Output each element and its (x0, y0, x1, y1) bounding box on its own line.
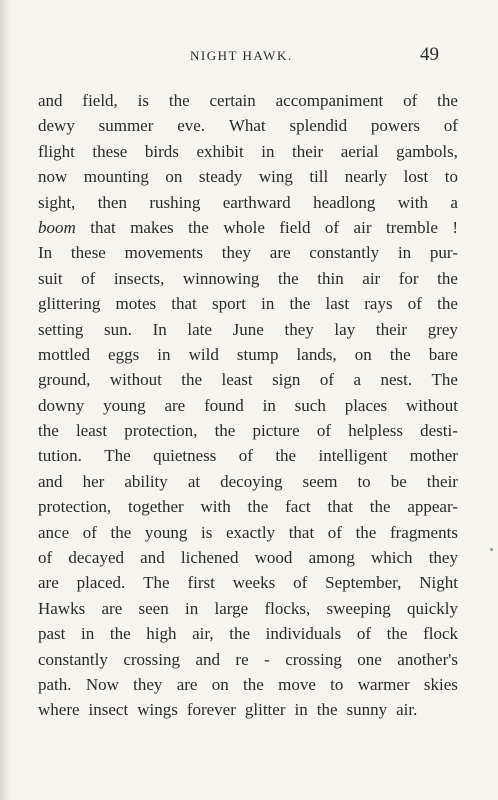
word: places (344, 395, 388, 415)
word: fragments (389, 522, 458, 542)
word: that (327, 497, 353, 517)
word: of (316, 421, 332, 441)
word: and (38, 91, 63, 110)
text-line (38, 393, 458, 418)
word: field (279, 217, 311, 237)
word: desti- (420, 421, 458, 441)
word: and (195, 649, 220, 669)
word: without (109, 370, 162, 390)
word: September, (325, 573, 402, 593)
text-line (38, 418, 458, 443)
word: sunny (346, 700, 388, 720)
word: of (238, 446, 253, 466)
word: where (38, 700, 80, 720)
word: ! (452, 217, 458, 237)
word: of (443, 116, 458, 136)
word: splendid (289, 116, 348, 136)
word: air. (396, 700, 418, 720)
word: ability (124, 471, 168, 491)
word: tution. (38, 446, 82, 466)
word: flock (423, 624, 458, 644)
body-text (38, 88, 458, 723)
word: fact (285, 497, 311, 517)
word: flight (38, 141, 75, 161)
text-line (38, 520, 458, 545)
text-line (38, 494, 458, 519)
word: placed. (76, 573, 126, 593)
word: sun. (104, 319, 132, 339)
text-line (38, 621, 458, 646)
word: in (261, 294, 275, 314)
word: large (214, 598, 249, 618)
word: aerial (340, 141, 379, 161)
word: lay (334, 319, 356, 339)
word: the (437, 91, 458, 110)
word: certain (209, 91, 256, 110)
word: helpless (348, 421, 403, 441)
word: that (171, 294, 197, 314)
word: constantly (38, 649, 108, 669)
text-line (38, 215, 458, 240)
word: re (235, 649, 249, 669)
word: young (103, 395, 146, 415)
word: are (101, 598, 123, 618)
word: is (201, 522, 213, 542)
word: nearly (344, 167, 388, 187)
word: they (133, 674, 163, 694)
word: of (38, 548, 53, 568)
word: eve. (177, 116, 206, 136)
word: these (70, 243, 106, 263)
word: least (75, 421, 108, 441)
word: in (157, 344, 171, 364)
word: path. (38, 674, 72, 694)
word: In (152, 319, 167, 339)
word: the (316, 700, 338, 720)
word: in (185, 598, 199, 618)
word: of (324, 217, 340, 237)
text-line (38, 469, 458, 494)
word: till (309, 167, 329, 187)
word: their (375, 319, 408, 339)
word: of (403, 91, 418, 110)
word: wild (188, 344, 219, 364)
word: of (81, 268, 96, 288)
word: sport (211, 294, 246, 314)
word: the (369, 497, 391, 517)
word: crossing (123, 649, 180, 669)
word: past (38, 624, 66, 644)
word: rays (364, 294, 393, 314)
word: the (437, 268, 458, 288)
word: insect (88, 700, 129, 720)
word: without (406, 395, 458, 415)
word: eggs (108, 344, 140, 364)
word: in (262, 395, 276, 415)
word: of (319, 370, 335, 390)
word: found (204, 395, 244, 415)
word: - (264, 649, 270, 669)
word: at (187, 471, 201, 491)
word: exactly (225, 522, 276, 542)
text-line (38, 697, 458, 722)
word: winnowing (182, 268, 260, 288)
word: June (232, 319, 264, 339)
word: on (211, 674, 229, 694)
word: earthward (222, 192, 291, 212)
word: together (127, 497, 184, 517)
word: air (362, 268, 381, 288)
word: birds (144, 141, 179, 161)
word: protection, (124, 421, 198, 441)
word: mottled (38, 344, 90, 364)
word: the (386, 624, 408, 644)
text-line (38, 647, 458, 672)
word: to (330, 674, 344, 694)
word: the (38, 421, 59, 441)
word: on (354, 344, 372, 364)
word: suit (38, 268, 63, 288)
text-line (38, 443, 458, 468)
word: flocks, (264, 598, 311, 618)
text-line (38, 88, 458, 113)
word: now (38, 167, 68, 187)
word: field, (82, 91, 118, 110)
word: which (371, 548, 413, 568)
word: ance (38, 522, 70, 542)
word: Now (85, 674, 119, 694)
word: lost (403, 167, 429, 187)
word: the (181, 370, 203, 390)
word: young (144, 522, 188, 542)
word: then (97, 192, 127, 212)
word: quickly (406, 598, 458, 618)
word: Hawks (38, 598, 86, 618)
gutter-shadow (0, 0, 10, 800)
word: forever (186, 700, 236, 720)
word: wood (254, 548, 293, 568)
word: the (110, 522, 132, 542)
word: the (289, 294, 311, 314)
text-line (38, 545, 458, 570)
word: with (200, 497, 231, 517)
word: ground, (38, 370, 91, 390)
word: downy (38, 395, 85, 415)
word: on (165, 167, 183, 187)
word: crossing (285, 649, 342, 669)
word: skies (423, 674, 458, 694)
word: stump (236, 344, 279, 364)
word: they (428, 548, 458, 568)
word: lands, (296, 344, 337, 364)
text-line (38, 164, 458, 189)
word: insects, (113, 268, 165, 288)
word: with (397, 192, 428, 212)
word: lichened (180, 548, 239, 568)
word: intelligent (318, 446, 388, 466)
word: decoying (220, 471, 283, 491)
text-line (38, 367, 458, 392)
word: air, (192, 624, 214, 644)
running-head: NIGHT HAWK. (190, 48, 293, 63)
word: the (214, 421, 236, 441)
word: be (390, 471, 407, 491)
word: of (356, 624, 372, 644)
word: sweeping (326, 598, 391, 618)
word: high (146, 624, 177, 644)
text-line (38, 596, 458, 621)
text-line (38, 113, 458, 138)
word: a (450, 192, 458, 212)
word: the (247, 497, 269, 517)
word: are (176, 674, 198, 694)
word: that (90, 217, 116, 237)
word: in (261, 141, 275, 161)
word: The (104, 446, 131, 466)
word: setting (38, 319, 84, 339)
word: first (187, 573, 215, 593)
word: thin (317, 268, 344, 288)
word: and (38, 471, 63, 491)
word: seen (138, 598, 169, 618)
word: nest. (380, 370, 413, 390)
word: of (327, 522, 342, 542)
text-line (38, 317, 458, 342)
word: mother (409, 446, 458, 466)
word: a (353, 370, 361, 390)
word: movements (124, 243, 203, 263)
word: grey (427, 319, 458, 339)
word: the (168, 91, 190, 110)
word: boom (38, 217, 76, 237)
word: The (143, 573, 170, 593)
word: individuals (265, 624, 342, 644)
text-line (38, 266, 458, 291)
word: move (278, 674, 316, 694)
word: such (294, 395, 326, 415)
word: the (355, 522, 377, 542)
text-line (38, 291, 458, 316)
word: the (188, 217, 209, 237)
word: are (164, 395, 186, 415)
word: whole (223, 217, 265, 237)
word: makes (130, 217, 174, 237)
paper-speck (490, 548, 493, 551)
word: glittering (38, 294, 101, 314)
word: are (269, 243, 291, 263)
word: What (228, 116, 266, 136)
word: to (444, 167, 458, 187)
word: appear- (407, 497, 458, 517)
word: in (81, 624, 95, 644)
word: another's (397, 649, 458, 669)
word: picture (252, 421, 300, 441)
word: these (92, 141, 128, 161)
text-line (38, 342, 458, 367)
word: their (292, 141, 324, 161)
word: are (38, 573, 59, 593)
text-line (38, 139, 458, 164)
word: the (109, 624, 131, 644)
word: accompaniment (275, 91, 384, 110)
word: headlong (313, 192, 376, 212)
word: they (221, 243, 252, 263)
word: for (398, 268, 419, 288)
word: late (187, 319, 212, 339)
word: the (243, 674, 264, 694)
word: the (229, 624, 251, 644)
word: gambols, (396, 141, 458, 161)
word: of (293, 573, 308, 593)
word: in (397, 243, 412, 263)
word: summer (98, 116, 154, 136)
word: decayed (68, 548, 125, 568)
word: dewy (38, 116, 75, 136)
word: is (137, 91, 150, 110)
word: last (325, 294, 350, 314)
text-line (38, 190, 458, 215)
word: seem (302, 471, 338, 491)
word: of (82, 522, 97, 542)
word: motes (115, 294, 157, 314)
word: warmer (357, 674, 410, 694)
word: sight, (38, 192, 76, 212)
word: rushing (149, 192, 201, 212)
word: among (308, 548, 355, 568)
page-number: 49 (420, 44, 439, 65)
word: the (277, 268, 299, 288)
word: wings (137, 700, 178, 720)
word: one (357, 649, 382, 669)
word: quietness (153, 446, 217, 466)
word: tremble (385, 217, 438, 237)
word: the (389, 344, 411, 364)
word: bare (428, 344, 458, 364)
word: pur- (429, 243, 458, 263)
word: of (407, 294, 422, 314)
word: Night (419, 573, 458, 593)
word: in (294, 700, 308, 720)
word: sign (272, 370, 301, 390)
word: they (284, 319, 314, 339)
word: the (275, 446, 297, 466)
text-line (38, 672, 458, 697)
text-line (38, 570, 458, 595)
word: protection, (38, 497, 112, 517)
text-line (38, 240, 458, 265)
word: mounting (83, 167, 149, 187)
word: wing (258, 167, 293, 187)
word: the (437, 294, 458, 314)
word: powers (370, 116, 420, 136)
word: least (221, 370, 253, 390)
word: to (357, 471, 371, 491)
word: air (353, 217, 372, 237)
word: and (140, 548, 165, 568)
word: constantly (309, 243, 380, 263)
word: steady (198, 167, 243, 187)
word: her (82, 471, 105, 491)
word: In (38, 243, 53, 263)
word: The (431, 370, 458, 390)
word: exhibit (196, 141, 244, 161)
word: weeks (232, 573, 276, 593)
word: that (288, 522, 315, 542)
word: glitter (244, 700, 286, 720)
word: their (426, 471, 458, 491)
